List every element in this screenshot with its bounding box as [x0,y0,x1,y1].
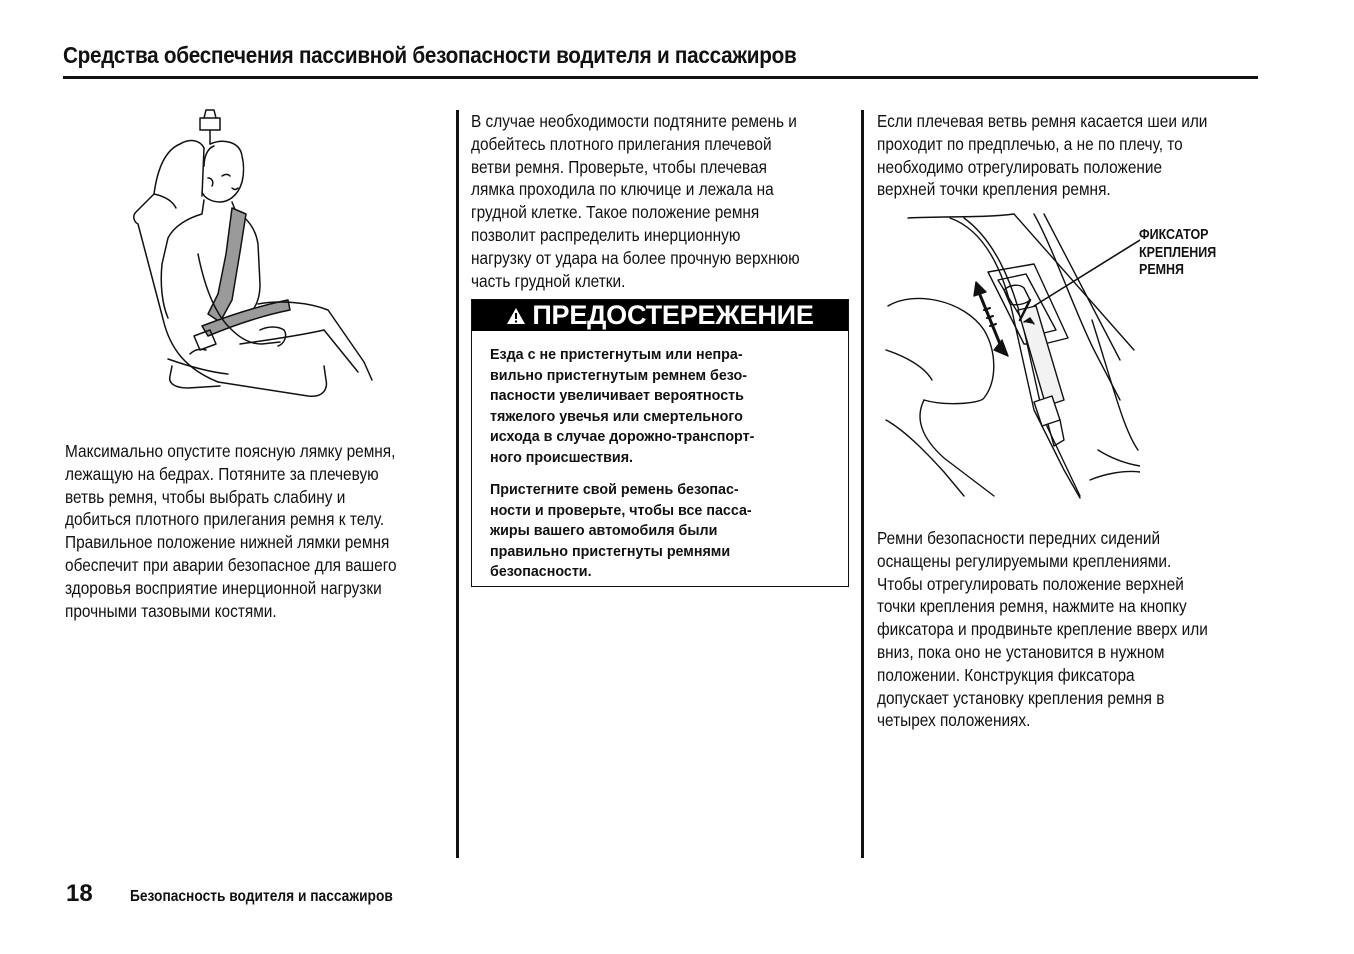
text-line: жиры вашего автомобиля были [490,522,718,539]
text-line: Правильное положение нижней лямки ремня [65,532,390,553]
text-line: грудной клетке. Такое положение ремня [471,202,760,223]
page-title: Средства обеспечения пассивной безопасности водителя и пассажиров [63,42,797,68]
right-intro [877,110,1207,201]
text-line: Максимально опустите поясную лямку ремня, [65,441,396,461]
right-paragraph [877,527,1208,732]
page-number: 18 [66,880,93,907]
text-line: правильно пристегнуты ремнями [490,542,731,560]
text-line: верхней точки крепления ремня. [877,179,1111,200]
text-line: обеспечит при аварии безопасное для вашего [65,554,397,575]
text-line: Пристегните свой ремень безопас- [490,481,739,498]
warning-title: ПРЕДОСТЕРЕЖЕНИЕ [532,300,814,330]
text-line: исхода в случае дорожно-транспорт- [490,428,755,445]
text-line: лежащую на бедрах. Потяните за плечевую [65,463,379,484]
text-line: допускает установку крепления ремня в [877,687,1165,708]
text-line: добиться плотного прилегания ремня к телу. [65,509,385,530]
text-line: здоровья восприятие инерционной нагрузки [65,577,382,598]
warning-triangle-icon [506,307,526,325]
column-divider [456,110,459,858]
text-line: В случае необходимости подтяните ремень и [471,111,797,131]
text-line: проходит по предплечью, а не по плечу, то [877,133,1183,154]
text-line: точки крепления ремня, нажмите на кнопку [877,596,1187,617]
text-line: оснащены регулируемыми креплениями. [877,550,1172,571]
middle-paragraph [471,110,800,292]
text-line: позволит распределить инерционную [471,224,741,245]
warning-paragraph [490,480,752,583]
left-paragraph [65,440,397,622]
text-line: часть грудной клетки. [471,270,626,291]
text-line: Чтобы отрегулировать положение верхней [877,573,1184,594]
text-line: четырех положениях. [877,710,1031,731]
text-line: безопасности. [490,563,592,580]
text-line: прочными тазовыми костями. [65,600,277,621]
title-rule [63,76,1258,79]
callout-line: КРЕПЛЕНИЯ [1139,244,1217,261]
callout-line: РЕМНЯ [1139,262,1185,278]
text-line: пасности увеличивает вероятность [490,387,744,404]
text-line: ветви ремня. Проверьте, чтобы плечевая [471,156,767,177]
warning-header [472,300,848,331]
text-line: вниз, пока оно не установится в нужном [877,641,1165,662]
seated-person-with-belt-icon [128,104,380,414]
text-line: Если плечевая ветвь ремня касается шеи или [877,111,1208,131]
text-line: Ремни безопасности передних сидений [877,528,1161,548]
text-line: необходимо отрегулировать положение [877,156,1163,177]
callout-line: ФИКСАТОР [1139,227,1209,243]
text-line: нагрузку от удара на более прочную верхнюю [471,247,800,268]
text-line: фиксатора и продвиньте крепление вверх или [877,619,1208,640]
text-line: ветвь ремня, чтобы выбрать слабину и [65,486,346,507]
warning-paragraph [490,345,754,468]
text-line: положении. Конструкция фиксатора [877,664,1135,685]
anchor-lock-callout [1139,227,1216,280]
text-line: Езда с не пристегнутым или непра- [490,346,743,363]
text-line: тяжелого увечья или смертельного [490,407,743,425]
warning-box [471,299,849,587]
text-line: ности и проверьте, чтобы все пасса- [490,501,752,519]
text-line: добейтесь плотного прилегания плечевой [471,133,772,154]
text-line: ного происшествия. [490,448,634,466]
footer-section-title: Безопасность водителя и пассажиров [130,888,393,905]
column-divider [861,110,864,858]
text-line: вильно пристегнутым ремнем безо- [490,366,748,384]
text-line: лямка проходила по ключице и лежала на [471,179,774,200]
belt-anchor-adjuster-icon [884,210,1140,500]
